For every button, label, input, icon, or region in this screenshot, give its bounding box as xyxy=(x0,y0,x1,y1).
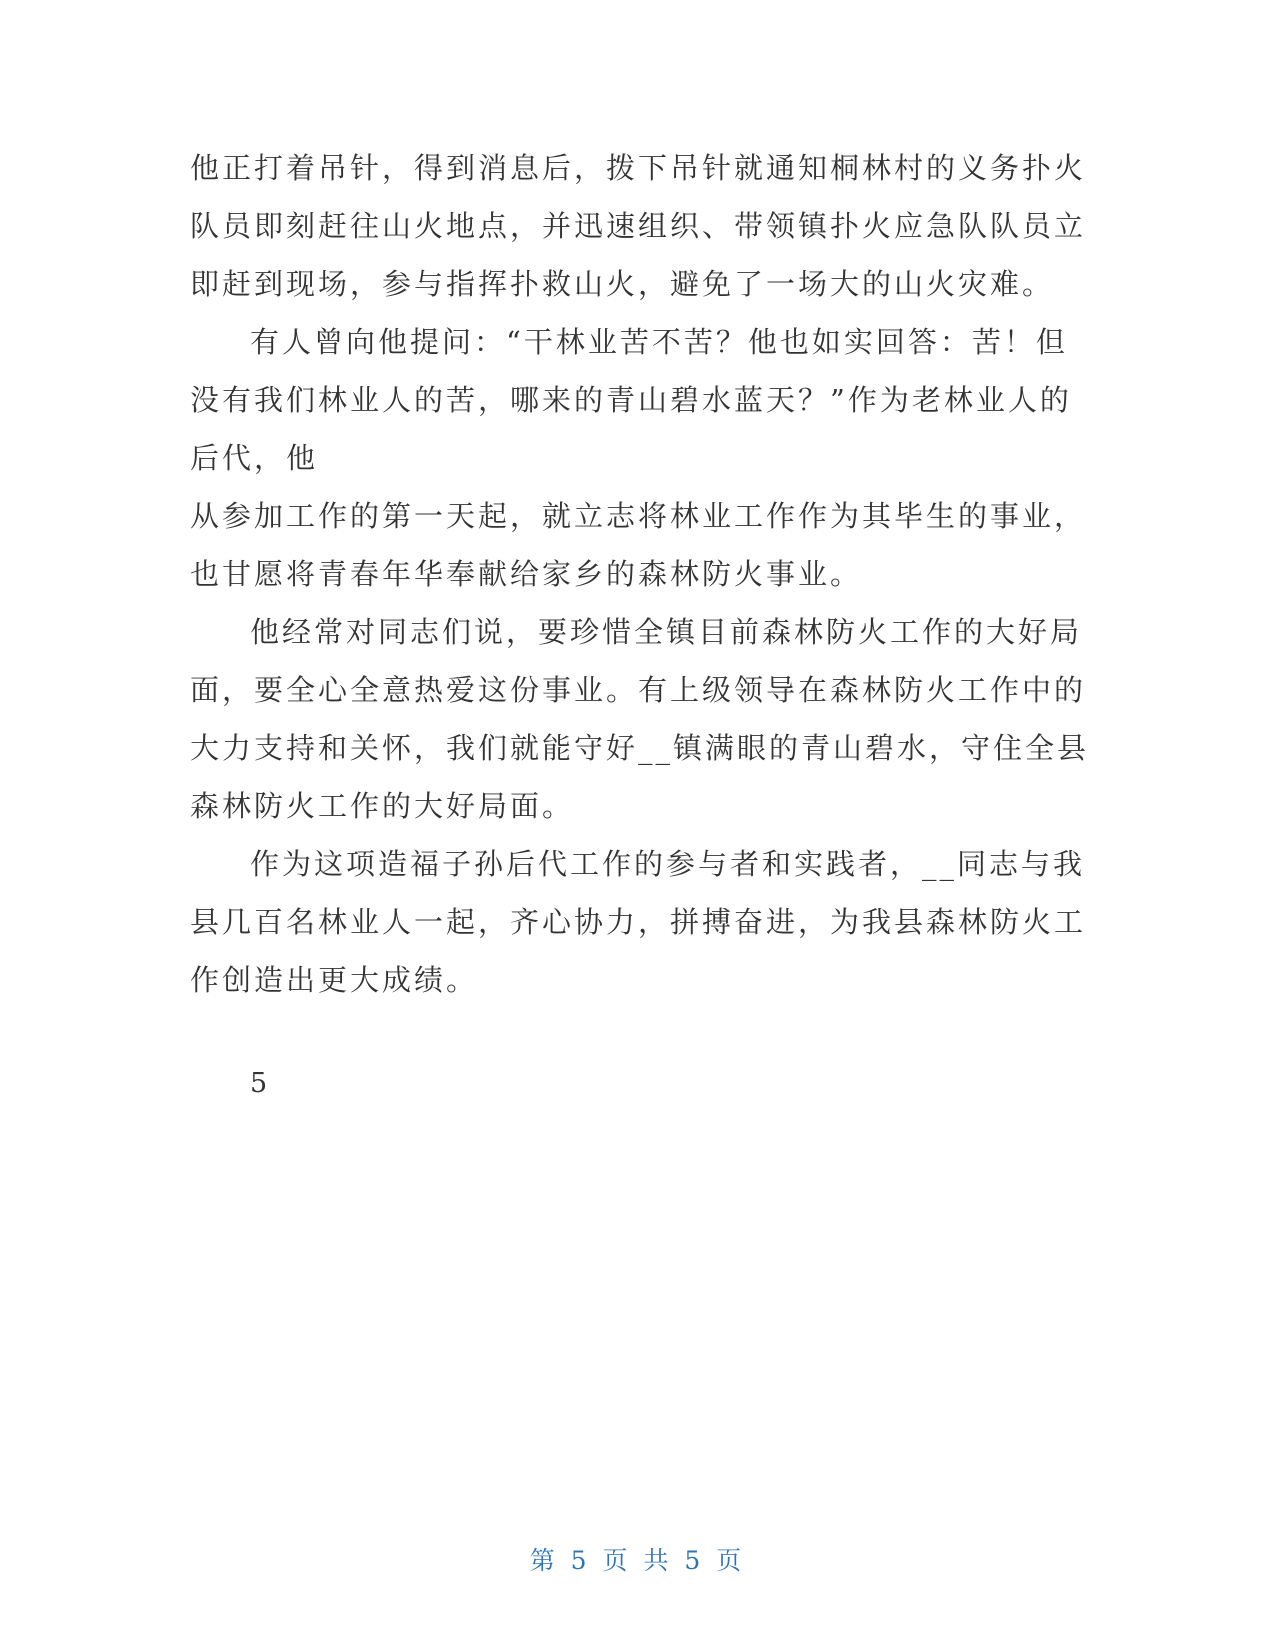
paragraph-1-line-1: 他正打着吊针，得到消息后，拨下吊针就通知桐林村的义务扑火 xyxy=(190,151,1087,185)
paragraph-4-line-3: 大力支持和关怀，我们就能守好__镇满眼的青山碧水，守住全县 xyxy=(190,731,1090,765)
paragraph-1-line-3: 即赶到现场，参与指挥扑救山火，避免了一场大的山火灾难。 xyxy=(190,267,1055,301)
paragraph-5-line-1: 作为这项造福子孙后代工作的参与者和实践者，__同志与我 xyxy=(250,847,1086,881)
page-footer: 第 5 页 共 5 页 xyxy=(529,1546,746,1575)
paragraph-1-line-2: 队员即刻赶往山火地点，并迅速组织、带领镇扑火应急队队员立 xyxy=(190,209,1087,243)
paragraph-4-line-2: 面，要全心全意热爱这份事业。有上级领导在森林防火工作中的 xyxy=(190,673,1087,707)
paragraph-4-line-1: 他经常对同志们说，要珍惜全镇目前森林防火工作的大好局 xyxy=(250,615,1083,649)
paragraph-2-line-2: 没有我们林业人的苦，哪来的青山碧水蓝天？”作为老林业人的 xyxy=(190,383,1072,417)
body-page-number: 5 xyxy=(250,1068,268,1099)
paragraph-2-line-3: 后代，他 xyxy=(190,441,319,475)
paragraph-3-line-1: 从参加工作的第一天起，就立志将林业工作作为其毕生的事业， xyxy=(190,499,1087,533)
paragraph-3-line-2: 也甘愿将青春年华奉献给家乡的森林防火事业。 xyxy=(190,557,863,591)
paragraph-5-line-2: 县几百名林业人一起，齐心协力，拼搏奋进，为我县森林防火工 xyxy=(190,905,1087,939)
paragraph-2-line-1: 有人曾向他提问：“干林业苦不苦？他也如实回答：苦！但 xyxy=(250,325,1068,359)
paragraph-4-line-4: 森林防火工作的大好局面。 xyxy=(190,789,575,823)
paragraph-5-line-3: 作创造出更大成绩。 xyxy=(190,963,479,997)
